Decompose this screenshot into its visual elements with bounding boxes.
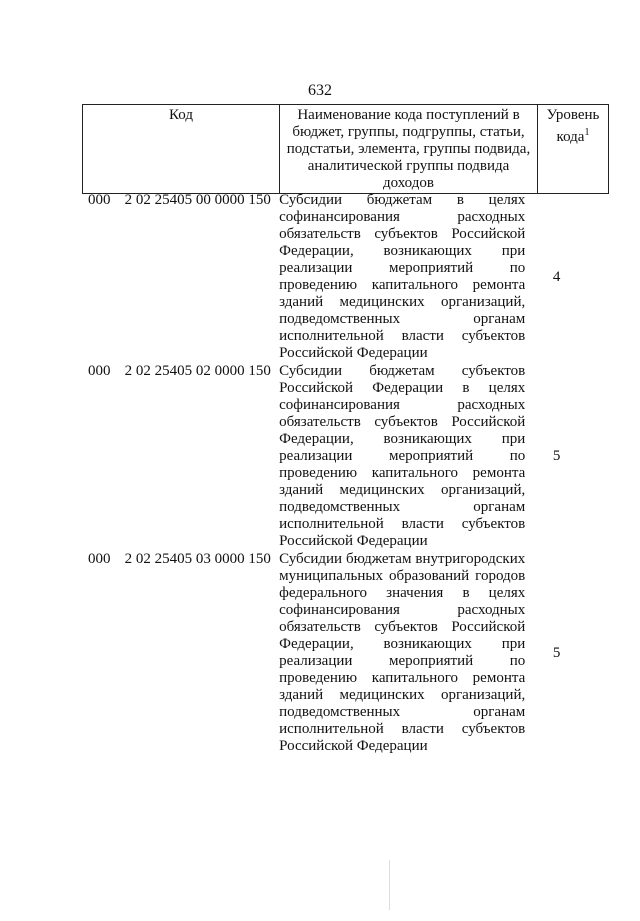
scan-artifact-line [389,860,390,910]
header-level-footnote: 1 [584,127,590,138]
admin-code: 000 [88,363,111,379]
table-row [88,551,588,755]
admin-code: 000 [88,551,111,567]
income-code: 2 02 25405 02 0000 150 [124,363,271,379]
header-level-label: Уровень кода [546,107,600,145]
table-header [82,104,609,194]
income-name: Субсидии бюджетам субъектов Российской Федерации в целях софинансирования расходных обязательств субъектов Российской Федерации, возникающих при реализации мероприятий по проведению капитального ремонта зданий медицинских организаций, подведомственных органам исполнительной власти субъектов Российской Федерации [279,363,526,549]
code-level: 4 [552,268,561,285]
admin-code: 000 [88,192,111,208]
income-code: 2 02 25405 00 0000 150 [124,192,271,208]
header-name: Наименование кода поступлений в бюджет, группы, подгруппы, статьи, подстатьи, элемента, группы подвида, аналитической группы подвида доходов [280,105,538,194]
code-level: 5 [552,644,561,661]
page-number: 632 [308,82,332,99]
income-code: 2 02 25405 03 0000 150 [124,551,271,567]
table-row [88,363,588,550]
income-name: Субсидии бюджетам в целях софинансирования расходных обязательств субъектов Российской Федерации, возникающих при реализации мероприятий по проведению капитального ремонта зданий медицинских организаций, подведомственных органам исполнительной власти субъектов Российской Федерации [279,192,526,361]
code-level: 5 [552,448,561,464]
table-body [88,192,588,755]
income-name: Субсидии бюджетам внутригородских муниципальных образований городов федерального значения в целях софинансирования расходных обязательств субъектов Российской Федерации, возникающих при реализации мероприятий по проведению капитального ремонта зданий медицинских организаций, подведомственных органам исполнительной власти субъектов Российской Федерации [279,551,526,754]
table-row [88,192,588,362]
header-code: Код [83,105,280,194]
header-level [538,105,609,194]
